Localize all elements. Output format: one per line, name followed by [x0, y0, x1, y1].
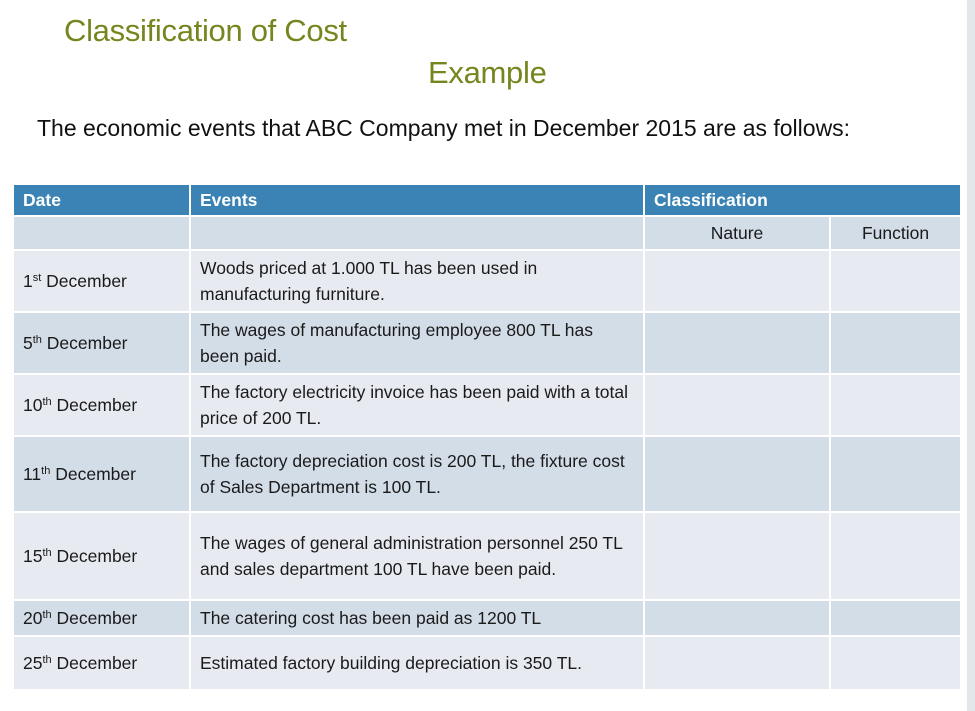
event-cell: The wages of general administration personnel 250 TL and sales department 100 TL have been paid.	[190, 512, 644, 600]
date-cell	[13, 436, 190, 512]
date-suffix: th	[42, 654, 52, 666]
date-suffix: th	[41, 465, 51, 477]
nature-cell	[644, 312, 830, 374]
header-events: Events	[190, 184, 644, 216]
date-day: 15	[23, 546, 43, 566]
subheader-blank-events	[190, 216, 644, 250]
date-day: 10	[23, 395, 43, 415]
table-row	[13, 600, 961, 636]
date-cell	[13, 636, 190, 690]
subheader-function: Function	[830, 216, 961, 250]
event-cell: The wages of manufacturing employee 800 TL has been paid.	[190, 312, 644, 374]
slide-edge	[967, 0, 975, 711]
nature-cell	[644, 600, 830, 636]
date-suffix: st	[32, 272, 42, 284]
date-day: 11	[23, 464, 42, 484]
date-suffix: th	[42, 609, 52, 621]
date-cell	[13, 512, 190, 600]
event-cell: The factory depreciation cost is 200 TL, the fixture cost of Sales Department is 100 TL.	[190, 436, 644, 512]
date-day: 20	[23, 608, 43, 628]
nature-cell	[644, 374, 830, 436]
date-suffix: th	[32, 334, 42, 346]
date-month: December	[50, 464, 136, 484]
date-month: December	[41, 271, 127, 291]
date-month: December	[51, 608, 138, 628]
function-cell	[830, 312, 961, 374]
subheader-nature: Nature	[644, 216, 830, 250]
date-cell	[13, 600, 190, 636]
table-row	[13, 512, 961, 600]
events-table	[12, 183, 962, 691]
header-date: Date	[13, 184, 190, 216]
function-cell	[830, 600, 961, 636]
nature-cell	[644, 512, 830, 600]
date-day: 25	[23, 653, 43, 673]
date-day: 1	[23, 271, 33, 291]
date-month: December	[51, 395, 138, 415]
table-row	[13, 250, 961, 312]
function-cell	[830, 436, 961, 512]
function-cell	[830, 512, 961, 600]
event-cell: The catering cost has been paid as 1200 TL	[190, 600, 644, 636]
date-cell	[13, 312, 190, 374]
date-month: December	[51, 653, 138, 673]
function-cell	[830, 374, 961, 436]
date-month: December	[51, 546, 138, 566]
nature-cell	[644, 636, 830, 690]
function-cell	[830, 636, 961, 690]
table-row	[13, 436, 961, 512]
nature-cell	[644, 250, 830, 312]
table-subheader-row	[13, 216, 961, 250]
table-row	[13, 374, 961, 436]
date-cell	[13, 250, 190, 312]
date-suffix: th	[42, 547, 52, 559]
table-row	[13, 636, 961, 690]
table-header-row	[13, 184, 961, 216]
event-cell: Estimated factory building depreciation is 350 TL.	[190, 636, 644, 690]
date-day: 5	[23, 333, 33, 353]
date-month: December	[41, 333, 128, 353]
header-classification: Classification	[644, 184, 961, 216]
slide-title: Classification of Cost	[64, 13, 347, 48]
function-cell	[830, 250, 961, 312]
nature-cell	[644, 436, 830, 512]
table-row	[13, 312, 961, 374]
date-cell	[13, 374, 190, 436]
event-cell: Woods priced at 1.000 TL has been used in manufacturing furniture.	[190, 250, 644, 312]
event-cell: The factory electricity invoice has been paid with a total price of 200 TL.	[190, 374, 644, 436]
date-suffix: th	[42, 396, 52, 408]
subheader-blank-date	[13, 216, 190, 250]
intro-text: The economic events that ABC Company met in December 2015 are as follows:	[37, 115, 851, 141]
slide-subtitle: Example	[428, 55, 547, 90]
